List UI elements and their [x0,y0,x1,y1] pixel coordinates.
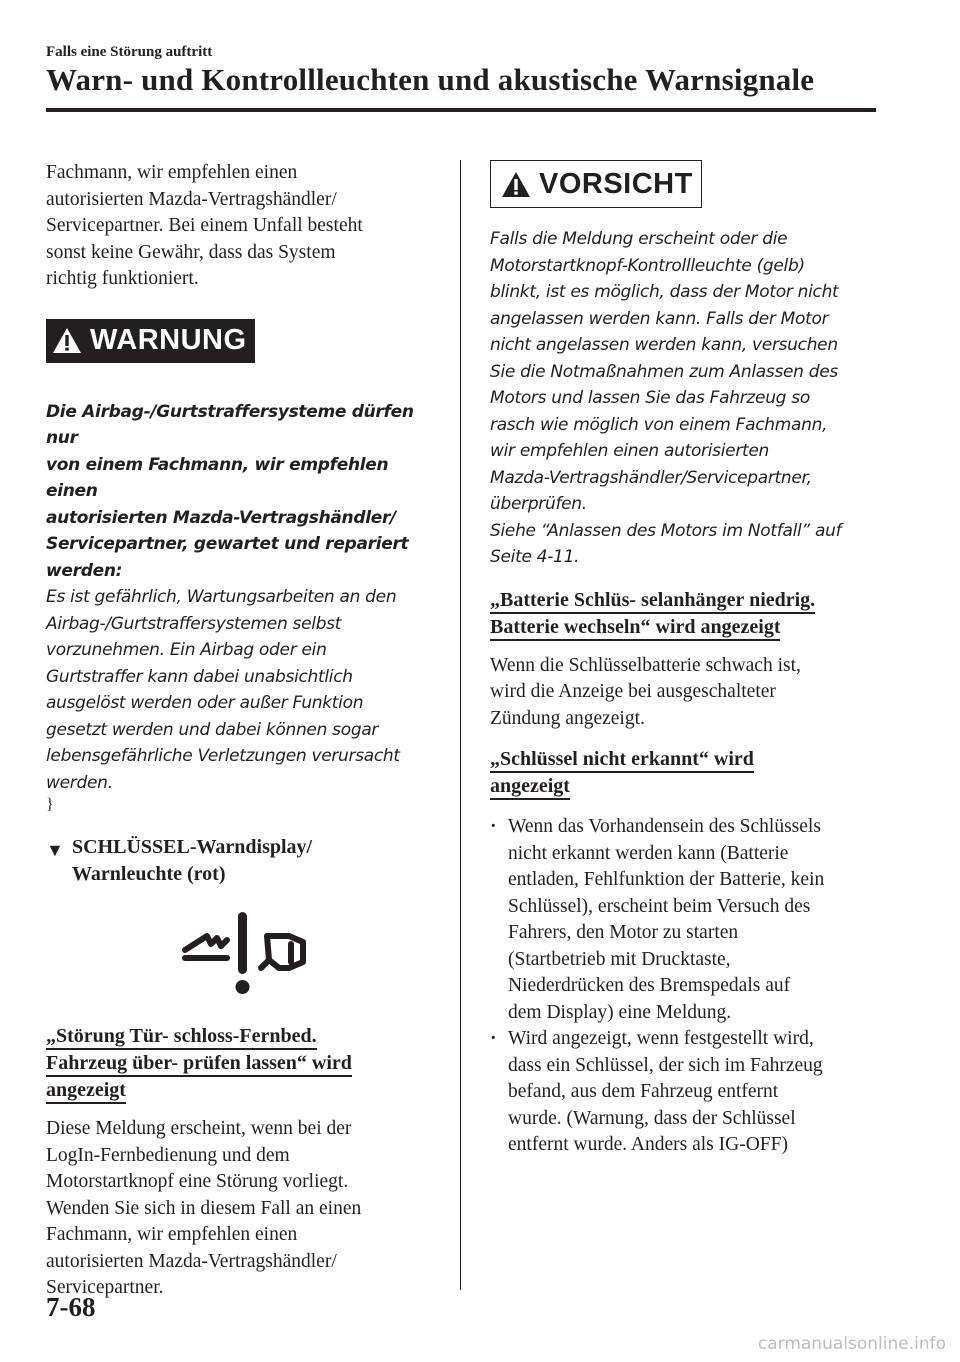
warning-heading: Die Airbag-/Gurtstraffersysteme dürfen nur von einem Fachmann, wir empfehlen einen autorisierten Mazda-Vertragshändler/ Servicepartner, gewartet und repariert werden: [46,401,414,581]
list-item: · Wird angezeigt, wenn festgestellt wird, dass ein Schlüssel, der sich im Fahrzeug befand, aus dem Fahrzeug entfernt wurde. (Warnung, dass der Schlüssel entfernt wurde. Anders als IG-OFF) [490,1026,880,1159]
msg3-heading: „Schlüssel nicht erkannt“ wird angezeigt [490,746,880,800]
warning-label: WARNUNG [90,324,247,356]
bullet-list [490,814,880,1159]
list-item: · Wenn das Vorhandensein des Schlüssels nicht erkannt werden kann (Batterie entladen, Fehlfunktion der Batterie, kein Schlüssel), erscheint beim Versuch des Fahrers, den Motor zu starten (Startbetrieb mit Drucktaste, Niederdrücken des Bremspedals auf dem Display) eine Meldung. [490,814,880,1026]
left-column [46,160,441,1302]
column-divider [460,160,461,1290]
warning-block: Die Airbag-/Gurtstraffersysteme dürfen nur von einem Fachmann, wir empfehlen einen autorisierten Mazda-Vertragshändler/ Servicepartner, gewartet und repariert werden: Es ist gefährlich, Wartungsarbeiten an den Airbag-/Gurtstraffersystemen selbst vorzunehmen. Ein Airbag oder ein Gurtstraffer kann dabei unabsichtlich ausgelöst werden oder außer Funktion gesetzt werden und dabei können sogar lebensgefährliche Verletzungen verursacht werden. } [46,399,441,815]
caution-badge [490,160,702,208]
msg2-heading: „Batterie Schlüs- selanhänger niedrig. Batterie wechseln“ wird angezeigt [490,587,880,641]
right-column [490,160,880,1159]
subsection-heading: ▼ SCHLÜSSEL-Warndisplay/ Warnleuchte (rot) [46,836,313,885]
warning-badge [46,319,255,363]
page-number: 7-68 [46,1292,96,1322]
section-label: Falls eine Störung auftritt [46,44,213,60]
msg1-block [46,1023,441,1302]
triangle-marker-icon: ▼ [46,840,64,860]
key-warning-icon-graphic [179,910,309,996]
warning-triangle-icon [52,327,82,354]
intro-paragraph: Fachmann, wir empfehlen einen autorisierten Mazda-Vertragshändler/ Servicepartner. Bei einem Unfall besteht sonst keine Gewähr, dass das System richtig funktioniert. [46,162,363,289]
caution-text: Falls die Meldung erscheint oder die Motorstartknopf-Kontrollleuchte (gelb) blinkt, ist es möglich, dass der Motor nicht angelassen werden kann. Falls der Motor nicht angelassen werden kann, versuchen Sie die Notmaßnahmen zum Anlassen des Motors und lassen Sie das Fahrzeug so rasch wie möglich von einem Fachmann, wir empfehlen einen autorisierten Mazda-Vertragshändler/Servicepartner, überprüfen. Siehe “Anlassen des Motors im Notfall” auf Seite 4-11. [490,229,842,567]
msg1-text: Diese Meldung erscheint, wenn bei der LogIn-Fernbedienung und dem Motorstartknopf eine Störung vorliegt. Wenden Sie sich in diesem Fall an einen Fachmann, wir empfehlen einen autorisierten Mazda-Vertragshändler/ Servicepartner. [46,1118,362,1298]
msg1-heading: „Störung Tür- schloss-Fernbed. Fahrzeug über- prüfen lassen“ wird angezeigt [46,1023,441,1104]
msg2-text: Wenn die Schlüsselbatterie schwach ist, wird die Anzeige bei ausgeschalteter Zündung angezeigt. [490,654,801,729]
warning-text: Es ist gefährlich, Wartungsarbeiten an den Airbag-/Gurtstraffersystemen selbst vorzunehmen. Ein Airbag oder ein Gurtstraffer kann dabei unabsichtlich ausgelöst werden oder außer Funktion gesetzt werden und dabei können sogar lebensgefährliche Verletzungen verursacht werden. [46,587,400,793]
chapter-title: Warn- und Kontrollleuchten und akustische Warnsignale [46,62,815,97]
watermark-link[interactable]: carmanualsonline.info [757,1334,946,1354]
key-warning-icon [46,910,441,1001]
header-rule [46,108,876,112]
warning-triangle-icon [501,171,531,198]
caution-label: VORSICHT [539,167,693,200]
